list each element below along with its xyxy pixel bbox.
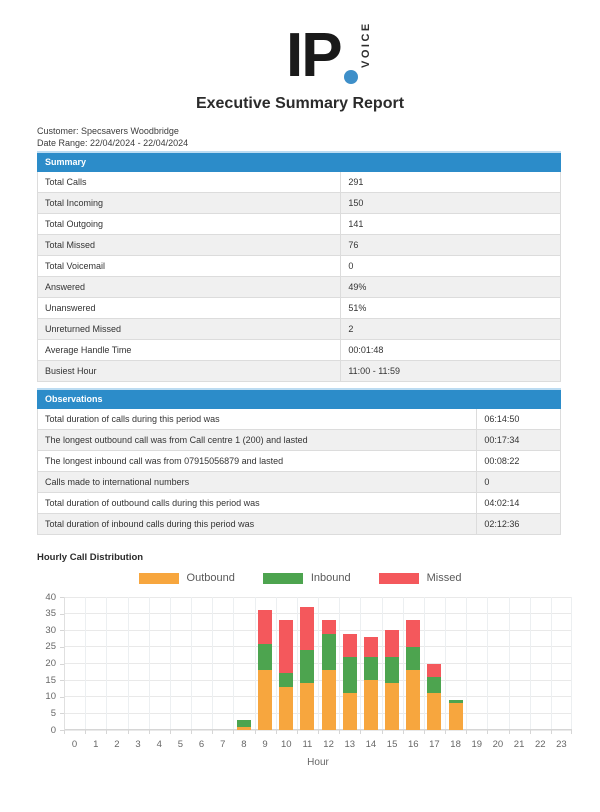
gridline-vertical bbox=[382, 597, 383, 730]
row-value: 06:14:50 bbox=[477, 409, 561, 430]
observations-table-body bbox=[38, 409, 561, 535]
x-axis-tick bbox=[466, 730, 467, 734]
gridline-vertical bbox=[191, 597, 192, 730]
x-axis-label: 3 bbox=[135, 739, 141, 750]
table-row bbox=[38, 451, 561, 472]
bar-segment-outbound bbox=[258, 670, 272, 730]
gridline-vertical bbox=[255, 597, 256, 730]
x-axis-title: Hour bbox=[307, 757, 329, 768]
x-axis-tick bbox=[128, 730, 129, 734]
customer-line: Customer: Specsavers Woodbridge bbox=[37, 126, 179, 136]
x-axis-tick bbox=[509, 730, 510, 734]
row-value: 76 bbox=[341, 235, 561, 256]
table-row bbox=[38, 409, 561, 430]
y-axis-tick bbox=[60, 647, 64, 648]
summary-table bbox=[37, 151, 561, 382]
bar-segment-missed bbox=[322, 620, 336, 633]
row-label: Busiest Hour bbox=[38, 361, 341, 382]
row-label: Total Outgoing bbox=[38, 214, 341, 235]
bar-segment-outbound bbox=[385, 683, 399, 730]
bar-segment-missed bbox=[385, 630, 399, 657]
x-axis-label: 4 bbox=[156, 739, 162, 750]
x-axis-label: 9 bbox=[262, 739, 268, 750]
y-axis-label: 10 bbox=[45, 691, 56, 703]
table-row bbox=[38, 193, 561, 214]
legend-label: Inbound bbox=[310, 572, 351, 584]
x-axis-tick bbox=[318, 730, 319, 734]
row-label: The longest outbound call was from Call centre 1 (200) and lasted bbox=[38, 430, 477, 451]
gridline-vertical bbox=[445, 597, 446, 730]
row-value: 141 bbox=[341, 214, 561, 235]
logo-dot-icon bbox=[344, 70, 358, 84]
y-axis-tick bbox=[60, 597, 64, 598]
x-axis-label: 5 bbox=[177, 739, 184, 750]
row-value: 00:08:22 bbox=[477, 451, 561, 472]
x-axis-label: 0 bbox=[71, 739, 78, 750]
bar-segment-inbound bbox=[343, 657, 357, 694]
bar-segment-inbound bbox=[279, 673, 293, 686]
gridline-vertical bbox=[212, 597, 213, 730]
gridline-vertical bbox=[128, 597, 129, 730]
legend-swatch bbox=[379, 573, 419, 584]
gridline-vertical bbox=[85, 597, 86, 730]
gridline-vertical bbox=[170, 597, 171, 730]
bar-segment-inbound bbox=[364, 657, 378, 680]
x-axis-tick bbox=[551, 730, 552, 734]
x-axis-label: 2 bbox=[114, 739, 120, 750]
y-axis-label: 35 bbox=[45, 608, 56, 620]
x-axis-label: 18 bbox=[450, 739, 461, 750]
gridline-vertical bbox=[149, 597, 150, 730]
table-row bbox=[38, 235, 561, 256]
summary-table-body bbox=[38, 172, 561, 382]
y-axis-tick bbox=[60, 664, 64, 665]
row-value: 51% bbox=[341, 298, 561, 319]
legend-swatch bbox=[263, 573, 303, 584]
bar-segment-outbound bbox=[427, 693, 441, 730]
x-axis-tick bbox=[170, 730, 171, 734]
bar-segment-outbound bbox=[343, 693, 357, 730]
row-label: Total duration of inbound calls during this period was bbox=[38, 514, 477, 535]
bar-segment-outbound bbox=[364, 680, 378, 730]
gridline-vertical bbox=[233, 597, 234, 730]
row-label: Average Handle Time bbox=[38, 340, 341, 361]
row-value: 11:00 - 11:59 bbox=[341, 361, 561, 382]
table-row bbox=[38, 493, 561, 514]
bar-segment-inbound bbox=[300, 650, 314, 683]
legend-label: Outbound bbox=[186, 572, 235, 584]
row-label: Total duration of calls during this period was bbox=[38, 409, 477, 430]
x-axis-tick bbox=[276, 730, 277, 734]
gridline-vertical bbox=[403, 597, 404, 730]
x-axis-tick bbox=[339, 730, 340, 734]
x-axis-tick bbox=[424, 730, 425, 734]
legend-label: Missed bbox=[426, 572, 462, 584]
table-row bbox=[38, 214, 561, 235]
bar-segment-missed bbox=[427, 664, 441, 677]
x-axis-label: 1 bbox=[93, 739, 99, 750]
bar-segment-inbound bbox=[258, 644, 272, 671]
y-axis-tick bbox=[60, 713, 64, 714]
x-axis-label: 19 bbox=[471, 739, 483, 750]
y-axis-tick bbox=[60, 630, 64, 631]
row-label: Calls made to international numbers bbox=[38, 472, 477, 493]
x-axis-label: 7 bbox=[220, 739, 226, 750]
x-axis-tick bbox=[212, 730, 213, 734]
row-value: 291 bbox=[341, 172, 561, 193]
bar-segment-outbound bbox=[322, 670, 336, 730]
table-row bbox=[38, 319, 561, 340]
bar-segment-outbound bbox=[406, 670, 420, 730]
observations-table-header: Observations bbox=[38, 389, 561, 409]
bar-segment-missed bbox=[364, 637, 378, 657]
x-axis-label: 8 bbox=[241, 739, 247, 750]
table-row bbox=[38, 514, 561, 535]
y-axis-label: 40 bbox=[45, 591, 56, 603]
row-label: Total duration of outbound calls during this period was bbox=[38, 493, 477, 514]
x-axis-tick bbox=[487, 730, 488, 734]
x-axis-tick bbox=[360, 730, 361, 734]
y-axis-label: 25 bbox=[45, 641, 56, 653]
x-axis-label: 16 bbox=[407, 739, 419, 750]
date-range-line: Date Range: 22/04/2024 - 22/04/2024 bbox=[37, 137, 189, 148]
row-value: 0 bbox=[341, 256, 561, 277]
row-label: Total Incoming bbox=[38, 193, 341, 214]
bar-segment-inbound bbox=[237, 720, 251, 727]
x-axis-tick bbox=[85, 730, 86, 734]
table-row bbox=[38, 277, 561, 298]
x-axis-tick bbox=[255, 730, 256, 734]
x-axis-label: 12 bbox=[323, 739, 334, 750]
table-row bbox=[38, 298, 561, 319]
row-label: Answered bbox=[38, 277, 341, 298]
gridline-vertical bbox=[360, 597, 361, 730]
bar-segment-outbound bbox=[237, 727, 251, 730]
bar-segment-missed bbox=[279, 620, 293, 673]
x-axis-label: 15 bbox=[386, 739, 398, 750]
row-label: The longest inbound call was from 07915056879 and lasted bbox=[38, 451, 477, 472]
table-row bbox=[38, 430, 561, 451]
legend-item bbox=[263, 572, 351, 584]
gridline-vertical bbox=[276, 597, 277, 730]
bar-segment-missed bbox=[406, 620, 420, 647]
legend-swatch bbox=[139, 573, 179, 584]
bar-segment-missed bbox=[300, 607, 314, 650]
bar-segment-inbound bbox=[427, 677, 441, 694]
x-axis-label: 20 bbox=[492, 739, 504, 750]
logo-vertical-text: VOICE bbox=[359, 21, 372, 68]
x-axis-label: 22 bbox=[534, 739, 546, 750]
bar-segment-inbound bbox=[322, 634, 336, 671]
row-label: Total Voicemail bbox=[38, 256, 341, 277]
gridline-vertical bbox=[106, 597, 107, 730]
bar-segment-missed bbox=[258, 610, 272, 643]
gridline-vertical bbox=[551, 597, 552, 730]
summary-table-header: Summary bbox=[38, 152, 561, 172]
x-axis-label: 10 bbox=[280, 739, 292, 750]
x-axis-tick bbox=[403, 730, 404, 734]
x-axis-tick bbox=[233, 730, 234, 734]
bar-segment-inbound bbox=[449, 700, 463, 703]
row-value: 49% bbox=[341, 277, 561, 298]
hourly-call-chart bbox=[30, 591, 590, 777]
row-value: 2 bbox=[341, 319, 561, 340]
gridline-vertical bbox=[424, 597, 425, 730]
row-value: 00:17:34 bbox=[477, 430, 561, 451]
x-axis-label: 14 bbox=[365, 739, 377, 750]
row-label: Total Missed bbox=[38, 235, 341, 256]
observations-table bbox=[37, 388, 561, 535]
x-axis-tick bbox=[571, 730, 572, 734]
chart-title: Hourly Call Distribution bbox=[37, 552, 144, 563]
row-value: 150 bbox=[341, 193, 561, 214]
bar-segment-outbound bbox=[449, 703, 463, 730]
y-axis-tick bbox=[60, 614, 64, 615]
x-axis-label: 6 bbox=[198, 739, 205, 750]
row-value: 04:02:14 bbox=[477, 493, 561, 514]
row-value: 02:12:36 bbox=[477, 514, 561, 535]
x-axis-label: 21 bbox=[513, 739, 525, 750]
gridline-vertical bbox=[466, 597, 467, 730]
gridline-vertical bbox=[509, 597, 510, 730]
x-axis-label: 13 bbox=[344, 739, 356, 750]
x-axis-tick bbox=[530, 730, 531, 734]
table-row bbox=[38, 256, 561, 277]
row-value: 00:01:48 bbox=[341, 340, 561, 361]
row-value: 0 bbox=[477, 472, 561, 493]
page-title: Executive Summary Report bbox=[195, 95, 405, 112]
bar-segment-inbound bbox=[406, 647, 420, 670]
bar-segment-missed bbox=[343, 634, 357, 657]
table-row bbox=[38, 361, 561, 382]
table-row bbox=[38, 340, 561, 361]
bar-segment-outbound bbox=[300, 683, 314, 730]
chart-legend bbox=[0, 572, 600, 584]
x-axis-tick bbox=[191, 730, 192, 734]
row-label: Unreturned Missed bbox=[38, 319, 341, 340]
x-axis-tick bbox=[64, 730, 65, 734]
x-axis-label: 17 bbox=[429, 739, 440, 750]
gridline-vertical bbox=[297, 597, 298, 730]
gridline-vertical bbox=[530, 597, 531, 730]
gridline-vertical bbox=[487, 597, 488, 730]
x-axis-tick bbox=[382, 730, 383, 734]
bar-segment-outbound bbox=[279, 687, 293, 730]
x-axis-tick bbox=[297, 730, 298, 734]
chart-plot-area bbox=[64, 597, 572, 730]
y-axis-label: 30 bbox=[45, 624, 56, 636]
row-label: Unanswered bbox=[38, 298, 341, 319]
y-axis-label: 5 bbox=[50, 707, 56, 719]
y-axis-label: 0 bbox=[50, 724, 56, 736]
report-meta bbox=[37, 126, 188, 149]
y-axis-label: 15 bbox=[45, 674, 56, 686]
x-axis-tick bbox=[445, 730, 446, 734]
x-axis-tick bbox=[149, 730, 150, 734]
y-axis-tick bbox=[60, 680, 64, 681]
x-axis-label: 11 bbox=[302, 739, 313, 750]
gridline-vertical bbox=[571, 597, 572, 730]
legend-item bbox=[139, 572, 235, 584]
gridline-vertical bbox=[339, 597, 340, 730]
ipvoice-logo bbox=[286, 22, 414, 92]
x-axis-label: 23 bbox=[556, 739, 567, 750]
y-axis-tick bbox=[60, 697, 64, 698]
gridline-vertical bbox=[318, 597, 319, 730]
table-row bbox=[38, 472, 561, 493]
row-label: Total Calls bbox=[38, 172, 341, 193]
legend-item bbox=[379, 572, 462, 584]
table-row bbox=[38, 172, 561, 193]
y-axis-line bbox=[64, 597, 65, 730]
bar-segment-inbound bbox=[385, 657, 399, 684]
logo-text: IP bbox=[286, 21, 341, 90]
x-axis-tick bbox=[106, 730, 107, 734]
y-axis-label: 20 bbox=[45, 658, 56, 669]
